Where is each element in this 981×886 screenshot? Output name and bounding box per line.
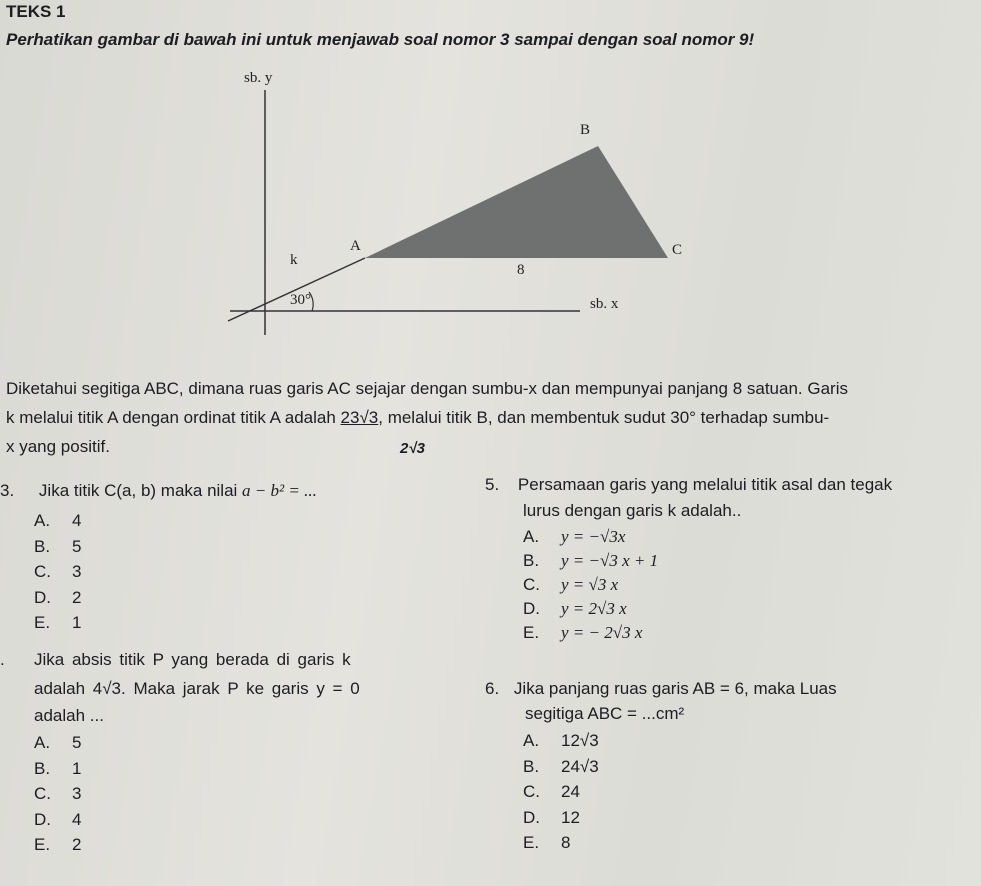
option-b[interactable] — [523, 754, 599, 780]
option-value: y = 2√3 x — [561, 599, 627, 618]
paragraph-line-2 — [6, 408, 829, 428]
instruction: Perhatikan gambar di bawah ini untuk menjawab soal nomor 3 sampai dengan soal nomor 9! — [6, 30, 755, 49]
question-4-line-3: adalah ... — [34, 706, 104, 725]
option-letter: C. — [523, 575, 540, 594]
x-axis-label: sb. x — [590, 296, 619, 312]
point-b-label: B — [580, 122, 591, 138]
option-value: 2 — [72, 835, 82, 854]
option-b[interactable] — [34, 756, 81, 782]
option-e[interactable] — [523, 621, 658, 645]
option-letter: D. — [34, 809, 51, 829]
option-c[interactable] — [34, 781, 81, 807]
option-e[interactable] — [523, 830, 599, 856]
math: 30° — [670, 408, 696, 427]
question-number: 6. — [485, 679, 500, 698]
option-d[interactable] — [34, 585, 81, 611]
question-text: Jika panjang ruas garis AB = 6, maka Luas — [513, 679, 837, 698]
triangle-abc — [365, 146, 668, 258]
option-letter: B. — [523, 756, 540, 776]
option-d[interactable] — [523, 597, 658, 621]
option-c[interactable] — [34, 559, 81, 585]
option-letter: C. — [523, 782, 540, 801]
math: 23√3 — [340, 408, 379, 427]
option-value: 5 — [72, 536, 82, 556]
question-text: Persamaan garis yang melalui titik asal dan tegak — [517, 475, 893, 494]
question-math: a − b² = ... — [242, 481, 317, 500]
option-c[interactable] — [523, 573, 658, 597]
option-value: 5 — [72, 733, 82, 752]
option-d[interactable] — [34, 807, 81, 833]
option-letter: B. — [523, 551, 540, 570]
question-6 — [485, 679, 837, 699]
option-a[interactable] — [34, 508, 81, 534]
option-a[interactable] — [523, 728, 599, 754]
question-5-line-2: lurus dengan garis k adalah.. — [523, 501, 742, 520]
text: , melalui titik B, dan membentuk sudut — [378, 408, 671, 427]
text: k melalui titik A dengan ordinat titik A adalah — [6, 408, 341, 427]
option-value: 1 — [72, 758, 82, 778]
option-letter: C. — [34, 784, 51, 803]
point-a-label: A — [350, 238, 361, 254]
option-value: 24 — [561, 782, 580, 801]
option-letter: A. — [34, 733, 51, 752]
option-b[interactable] — [34, 534, 81, 560]
option-d[interactable] — [523, 805, 599, 831]
option-c[interactable] — [523, 779, 599, 805]
diagram-graphic — [0, 0, 981, 360]
question-text: Jika titik C(a, b) maka nilai — [38, 481, 243, 500]
option-letter: E. — [34, 835, 51, 854]
option-value: 3 — [72, 562, 82, 581]
text: terhadap sumbu- — [695, 408, 830, 427]
question-4-line-1: Jika absis titik P yang berada di garis k — [34, 650, 351, 669]
option-value: y = −√3 x + 1 — [561, 551, 659, 570]
option-letter: D. — [523, 599, 540, 618]
q6-options — [523, 728, 599, 856]
option-e[interactable] — [34, 610, 81, 636]
option-letter: B. — [34, 758, 51, 778]
option-letter: B. — [34, 536, 51, 556]
y-axis-label: sb. y — [244, 70, 273, 86]
option-letter: A. — [523, 527, 540, 546]
handwritten-note: 2√3 — [400, 440, 425, 457]
option-a[interactable] — [34, 730, 81, 756]
option-value: 4 — [72, 809, 82, 829]
option-value: y = −√3x — [561, 527, 626, 546]
option-value: 24√3 — [561, 756, 599, 776]
option-letter: A. — [34, 511, 51, 530]
question-number: 5. — [485, 475, 500, 494]
option-value: y = − 2√3 x — [561, 623, 643, 642]
option-value: 2 — [72, 587, 82, 607]
option-value: 12√3 — [561, 731, 599, 750]
option-e[interactable] — [34, 832, 81, 858]
option-value: y = √3 x — [561, 575, 619, 594]
option-value: 8 — [561, 833, 571, 852]
option-b[interactable] — [523, 549, 658, 573]
option-value: 12 — [561, 807, 580, 827]
option-value: 1 — [72, 613, 82, 632]
question-4-line-2: adalah 4√3. Maka jarak P ke garis y = 0 — [34, 679, 360, 698]
option-value: 3 — [72, 784, 82, 803]
question-4-number: . — [0, 650, 5, 669]
question-5 — [485, 475, 892, 495]
q3-options — [34, 508, 81, 636]
q5-options — [523, 525, 658, 645]
paragraph-line-3: x yang positif. — [6, 437, 110, 456]
length-label: 8 — [517, 262, 525, 278]
question-6-line-2: segitiga ABC = ...cm² — [525, 704, 685, 723]
option-letter: E. — [523, 623, 540, 642]
question-3 — [0, 481, 317, 501]
point-c-label: C — [672, 242, 683, 258]
line-k-label: k — [290, 252, 298, 268]
option-letter: E. — [34, 613, 51, 632]
option-letter: D. — [523, 807, 540, 827]
option-letter: A. — [523, 731, 540, 750]
diagram — [0, 0, 981, 360]
section-title: TEKS 1 — [6, 2, 66, 21]
paragraph-line-1: Diketahui segitiga ABC, dimana ruas garis AC sejajar dengan sumbu-x dan mempunyai panjang 8 satuan. Garis — [6, 379, 848, 398]
option-a[interactable] — [523, 525, 658, 549]
question-number: 3. — [0, 481, 15, 500]
option-value: 4 — [72, 511, 82, 530]
angle-label: 30° — [290, 292, 311, 308]
option-letter: D. — [34, 587, 51, 607]
option-letter: E. — [523, 833, 540, 852]
q4-options — [34, 730, 81, 858]
option-letter: C. — [34, 562, 51, 581]
